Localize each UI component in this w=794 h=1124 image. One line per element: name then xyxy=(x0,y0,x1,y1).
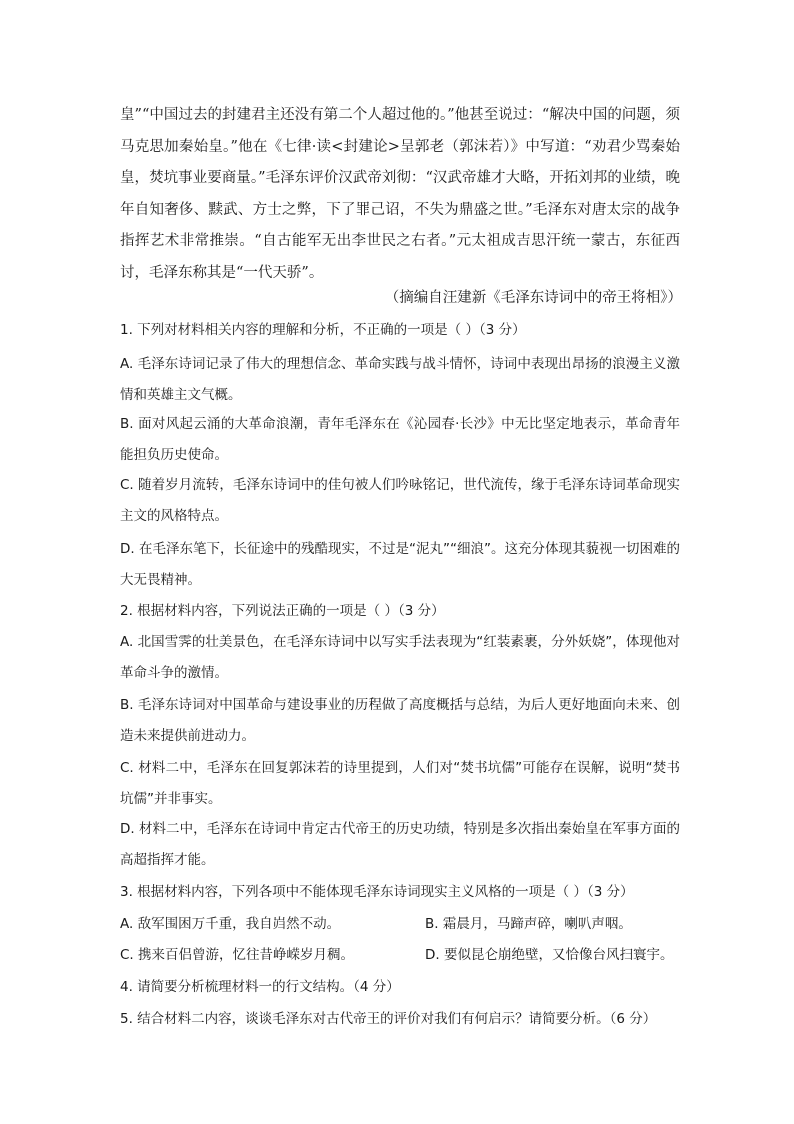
question-2-option-d: D. 材料二中，毛泽东在诗词中肯定古代帝王的历史功绩，特别是多次指出秦始皇在军事方面的高超指挥才能。 xyxy=(120,821,680,868)
question-1-option-a: A. 毛泽东诗词记录了伟大的理想信念、革命实践与战斗情怀，诗词中表现出昂扬的浪漫主义激情和英雄主文气概。 xyxy=(120,356,680,403)
question-2-stem: 2. 根据材料内容，下列说法正确的一项是（ ）（3 分） xyxy=(120,603,445,619)
question-1-option-b: B. 面对风起云涌的大革命浪潮，青年毛泽东在《沁园春·长沙》中无比坚定地表示，革命青年能担负历史使命。 xyxy=(120,416,680,463)
material-source-citation: （摘编自汪建新《毛泽东诗词中的帝王将相》） xyxy=(384,290,682,306)
question-3-stem: 3. 根据材料内容，下列各项中不能体现毛泽东诗词现实主义风格的一项是（ ）（3 分） xyxy=(120,884,634,900)
question-3-option-d: D. 要似昆仑崩绝壁，又恰像台风扫寰宇。 xyxy=(425,947,674,963)
question-1-stem: 1. 下列对材料相关内容的理解和分析，不正确的一项是（ ）（3 分） xyxy=(120,322,526,338)
question-3-option-a: A. 敌军围困万千重，我自岿然不动。 xyxy=(120,916,341,932)
question-4-stem: 4. 请简要分析梳理材料一的行文结构。（4 分） xyxy=(120,979,400,995)
question-5-stem: 5. 结合材料二内容，谈谈毛泽东对古代帝王的评价对我们有何启示？请简要分析。（6 分） xyxy=(120,1011,657,1027)
question-2-option-a: A. 北国雪霁的壮美景色，在毛泽东诗词中以写实手法表现为“红装素裹，分外妖娆”，体现他对革命斗争的激情。 xyxy=(120,634,680,681)
question-1-option-d: D. 在毛泽东笔下，长征途中的残酷现实，不过是“泥丸”“细浪”。这充分体现其藐视一切困难的大无畏精神。 xyxy=(120,541,680,588)
question-3-option-b: B. 霜晨月，马蹄声碎，喇叭声咽。 xyxy=(425,916,632,932)
question-1-option-c: C. 随着岁月流转，毛泽东诗词中的佳句被人们吟咏铭记，世代流传，缘于毛泽东诗词革命现实主文的风格特点。 xyxy=(120,477,680,524)
question-2-option-c: C. 材料二中，毛泽东在回复郭沫若的诗里提到，人们对“焚书坑儒”可能存在误解，说明“焚书坑儒”并非事实。 xyxy=(120,760,680,807)
question-3-option-c: C. 携来百侣曾游，忆往昔峥嵘岁月稠。 xyxy=(120,947,355,963)
material-paragraph: 皇”“中国过去的封建君主还没有第二个人超过他的。”他甚至说过：“解决中国的问题，须马克思加秦始皇。”他在《七律·读<封建论>呈郭老（郭沫若）》中写道：“劝君少骂秦始皇，焚坑事业要商量。”毛泽东评价汉武帝刘彻：“汉武帝雄才大略，开拓刘邦的业绩，晚年自知奢侈、黩武、方士之弊，下了罪己诏，不失为鼎盛之世。”毛泽东对唐太宗的战争指挥艺术非常推崇。“自古能军无出李世民之右者。”元太祖成吉思汗统一蒙古，东征西讨，毛泽东称其是“一代天骄”。 xyxy=(120,107,680,281)
question-2-option-b: B. 毛泽东诗词对中国革命与建设事业的历程做了高度概括与总结，为后人更好地面向未来、创造未来提供前进动力。 xyxy=(120,697,680,744)
